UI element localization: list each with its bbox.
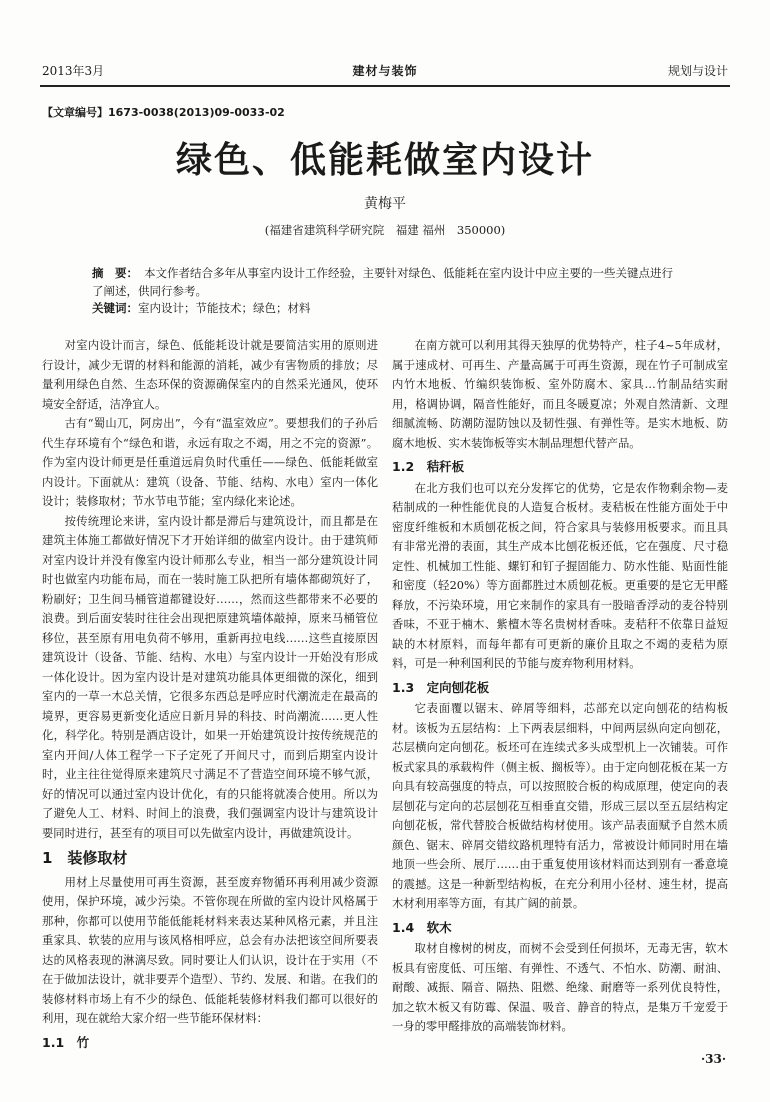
subsection-heading: 1.2 秸秆板 — [392, 459, 465, 474]
paragraph: 它表面覆以锯末、碎屑等细料，芯部充以定向刨花的结构板材。该板为五层结构：上下两表层细料，中间两层纵向定向刨花，芯层横向定向刨花。板坯可在连续式多头成型机上一次铺装。可作板式家具的承载构件（侧主板、搁板等）。由于定向刨花板在某一方向具有较高强度的特点，可以按照胶合板的构成原理，使定向的表层刨花与定向的芯层刨花互相垂直交错，形成三层以至五层结构定向刨花板，常代替胶合板做结构材使用。该产品表面赋予自然木质颜色、锯末、碎屑交错纹路机理特有活力，常被设计师同时用在墙地顶一些会所、展厅……由于重复使用该材料而达到别有一番意境的震撼。这是一种新型结构板，在充分利用小径材、速生材，提高木材利用率等方面，有其广阔的前景。 — [392, 702, 728, 910]
subsection-heading: 1.1 竹 — [42, 1034, 90, 1050]
paragraph: 按传统理论来讲，室内设计都是滞后与建筑设计，而且都是在建筑主体施工都做好情况下才开始详细的做室内设计。由于建筑师对室内设计并没有像室内设计师那么专业，相当一部分建筑设计同时也做室内功能布局，而在一装时施工队把所有墙体都砌筑好了，粉刷好；卫生间马桶管道都键设好……，然而这些都带来不必要的浪费。到后面安装时往往会出现把原建筑墙体敲掉，原来马桶管位移位，甚至原有用电负荷不够用，重新再拉电线……这些直接原因建筑设计（设备、节能、结构、水电）与室内设计一开始没有形成一体化设计。因为室内设计是对建筑功能具体更细微的深化，细到室内的一草一木总关情，它很多东西总是呼应时代潮流走在最高的境界，更容易更新变化适应日新月异的科技、时尚潮流……更人性化，科学化。特别是酒店设计，如果一开始建筑设计按传统规范的室内开间/人体工程学一下子定死了开间尺寸，而到后期室内设计时，业主往往觉得原来建筑尺寸满足不了营造空间环境不够气派，好的情况可以通过室内设计优化，有的只能将就凑合使用。所以为了避免人工、材料、时间上的浪费，我们强调室内设计与建筑设计要同时进行，甚至有的项目可以先做室内设计，再做建筑设计。 — [42, 514, 378, 840]
right-column — [392, 336, 728, 1037]
paragraph: 在南方就可以利用其得天独厚的优势特产，柱子4~5年成材，属于速成材、可再生、产量高属于可再生资源，现在竹子可制成室内竹木地板、竹编织装饰板、室外防腐木、家具…竹制品结实耐用，格调协调，隔音性能好，而且冬暖夏凉；外观自然清新、文理细腻流畅、防潮防湿防蚀以及韧性强、有弹性等。是实木地板、防腐木地板、实木装饰板等实木制品理想代替产品。 — [392, 339, 728, 450]
page-number: ·33· — [700, 1052, 726, 1066]
paragraph: 古有“蜀山兀，阿房出”，今有“温室效应”。要想我们的子孙后代生存环境有个“绿色和谐，永远有取之不竭，用之不完的资源”。作为室内设计师更是任重道远肩负时代重任——绿色、低能耗做室内设计。下面就从：建筑（设备、节能、结构、水电）室内一体化设计；装修取材；节水节电节能；室内绿化来论述。 — [42, 417, 378, 508]
abstract — [92, 264, 678, 300]
article-id: 【文章编号】1673-0038(2013)09-0033-02 — [42, 106, 285, 119]
abstract-label: 摘 要： — [92, 266, 138, 280]
article-title: 绿色、低能耗做室内设计 — [175, 140, 594, 181]
paragraph: 取材自橡树的树皮，而树不会受到任何损坏，无毒无害，软木板具有密度低、可压缩、有弹性、不透气、不怕水、防潮、耐油、耐酸、减振、隔音、隔热、阻燃、绝缘、耐磨等一系列优良特性，加之软木板又有防霉、保温、吸音、静音的特点，是集万千宠爱于一身的零甲醛排放的高端装饰材料。 — [392, 942, 728, 1033]
header-section: 规划与设计 — [667, 64, 728, 78]
section-heading: 1 装修取材 — [42, 849, 128, 867]
keywords — [92, 300, 678, 316]
subsection-heading: 1.3 定向刨花板 — [392, 679, 490, 695]
header-journal: 建材与装饰 — [352, 64, 418, 78]
paragraph: 在北方我们也可以充分发挥它的优势，它是农作物剩余物—麦秸制成的一种性能优良的人造复合板材。麦秸板在性能方面处于中密度纤维板和木质刨花板之间，符合家具与装修用板要求。而且具有非常光滑的表面，其生产成本比刨花板还低，它在强度、尺寸稳定性、机械加工性能、螺钉和钉子握固能力、防水性能、贴面性能和密度（轻20%）等方面都胜过木质刨花板。更重要的是它无甲醛释放，不污染环境，用它来制作的家具有一股暗香浮动的麦谷特别香味，不亚于楠木、紫檀木等名贵树材香味。麦秸秆不依靠日益短缺的木材原料，而每年都有可更新的廉价且取之不竭的麦秸为原料，可是一种利国利民的节能与废弃物利用材料。 — [392, 481, 728, 670]
running-header — [42, 62, 728, 84]
header-date: 2013年3月 — [42, 64, 105, 78]
paragraph: 用材上尽量使用可再生资源，甚至废弃物循环再利用减少资源使用，保护环境，减少污染。不管你现在所做的室内设计风格属于那种，你都可以使用节能低能耗材料来表达某种风格元素，并且注重家具、软装的应用与该风格相呼应，总会有办法把该空间所要表达的风格表现的淋漓尽致。同时要让人们认识，设计在于实用（不在于做加法设计，就非要弄个造型）、节约、发展、和谐。在我们的装修材料市场上有不少的绿色、低能耗装修材料我们都可以很好的利用，现在就给大家介绍一些节能环保材料： — [42, 875, 378, 1025]
keywords-label: 关键词： — [92, 301, 138, 315]
paragraph: 对室内设计而言，绿色、低能耗设计就是要简洁实用的原则进行设计，减少无谓的材料和能源的消耗，减少有害物质的排放；尽量利用绿色自然、生态环保的资源确保室内的自然采光通风，使环境安全舒适，洁净宜人。 — [42, 339, 378, 411]
author: 黄梅平 — [364, 196, 406, 212]
left-column — [42, 336, 378, 1054]
abstract-text: 本文作者结合多年从事室内设计工作经验，主要针对绿色、低能耗在室内设计中应主要的一些关键点进行了阐述，供同行参考。 — [92, 266, 673, 298]
header-rule — [40, 85, 730, 87]
subsection-heading: 1.4 软木 — [392, 919, 452, 935]
affiliation: (福建省建筑科学研究院 福建 福州 350000) — [264, 223, 506, 237]
keywords-text: 室内设计；节能技术；绿色；材料 — [138, 301, 311, 315]
